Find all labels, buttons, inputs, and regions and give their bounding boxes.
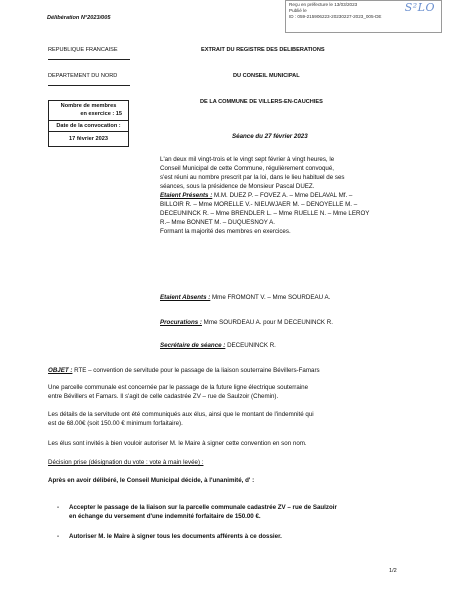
stamp-signature: S²LO [404,1,435,14]
procurations [160,318,333,327]
present-line: R.– Mme BONNET M. – DUQUESNOY A. [160,219,275,226]
intro-line: s'est réuni au nombre prescrit par la loi, dans le lieu habituel de ses [160,174,345,181]
paragraph-line: Une parcelle communale est concernée par le passage de la future ligne électrique souterraine [48,384,309,391]
present-line: M.M. DUEZ P. – FOVEZ A. – Mme DELAVAL Mf. – [212,192,353,199]
stamp-published-line: Publié le [289,8,307,14]
absent-members [160,293,330,302]
paragraph-line: entre Bévillers et Famars. Il s'agit de celle cadastrée ZV – rue de Saulzoir (Chemin). [48,393,279,400]
paragraph-invitation: Les élus sont invités à bien vouloir autoriser M. le Maire à signer cette convention en son nom. [48,440,307,447]
council-title: DU CONSEIL MUNICIPAL [233,73,300,79]
intro-line: séances, sous la présidence de Monsieur Pascal DUEZ. [160,183,315,190]
decision-item [57,503,419,521]
present-members [160,191,415,236]
secretary-text: DECEUNINCK R. [225,342,276,349]
decision-intro: Après en avoir délibéré, le Conseil Municipal décide, à l'unanimité, d' : [48,477,255,484]
paragraph-parcel [48,383,418,401]
secretary [160,341,276,350]
divider [48,85,130,86]
decision-item-line: Autoriser M. le Maire à signer tous les documents afférents à ce dossier. [69,533,282,540]
decision-item [57,532,419,541]
members-count: en exercice : 15 [80,110,122,117]
decision-item-line: en échange du versement d'une indemnité forfaitaire de 150.00 €. [69,513,261,520]
paragraph-line: Les détails de la servitude ont été communiqués aux élus, ainsi que le montant de l'indemnité qui [48,411,314,418]
paragraph-line: est de 68.00€ (soit 150.00 € minimum forfaitaire). [48,420,183,427]
bullet-dash: - [57,533,60,540]
object-text: RTE – convention de servitude pour le passage de la liaison souterraine Bévillers-Famars [72,367,320,374]
intro-line: Conseil Municipal de cette Commune, régulièrement convoqué, [160,165,335,172]
intro-paragraph [160,155,410,191]
present-line: BILLOIR R. – Mme MORELLE V.- NIEUWJAER M. – DENOYELLE M. – [160,201,358,208]
page-number: 1/2 [389,568,397,574]
stamp-id-line: ID : 059-215906223-20230227-2023_005-DE [289,14,382,20]
session-date: Séance du 27 février 2023 [232,133,308,140]
convocation-date: 17 février 2023 [69,136,108,142]
intro-line: L'an deux mil vingt-trois et le vingt sept février à vingt heures, le [160,156,335,163]
country-label: REPUBLIQUE FRANCAISE [48,47,118,53]
divider [48,59,130,60]
absent-text: Mme FROMONT V. – Mme SOURDEAU A. [210,294,331,301]
decision-item-line: Accepter le passage de la liaison sur la parcelle communale cadastrée ZV – rue de Saulzoir [69,504,337,511]
paragraph-indemnity [48,410,418,428]
bullet-dash: - [57,504,60,511]
department-label: DEPARTEMENT DU NORD [48,73,118,79]
commune-title: DE LA COMMUNE DE VILLERS-EN-CAUCHIES [200,99,323,105]
stamp-received-line: Reçu en préfecture le 13/03/2023 [289,2,358,7]
secretary-label: Secrétaire de séance : [160,342,226,349]
members-label: Nombre de membres [60,103,117,109]
convocation-label: Date de la convocation : [56,123,121,129]
present-line: DECEUNINCK R. – Mme BRENDLER L. – Mme RUELLE N. – Mme LEROY [160,210,370,217]
members-box [48,100,129,147]
procurations-label: Procurations : [160,319,202,326]
box-divider [49,131,128,132]
absent-label: Etaient Absents : [160,294,211,301]
prefecture-stamp [285,0,442,33]
majority-note: Formant la majorité des membres en exercices. [160,228,291,235]
procurations-text: Mme SOURDEAU A. pour M DECEUNINCK R. [201,319,333,326]
object-line [48,366,320,375]
deliberation-number: Délibération N°2023/005 [47,15,111,21]
object-label: OBJET : [48,367,73,374]
register-title: EXTRAIT DU REGISTRE DES DELIBERATIONS [201,47,325,53]
box-divider [49,120,128,121]
decision-heading: Décision prise (désignation du vote : vote à main levée) : [48,459,204,466]
present-label: Etaient Présents : [160,192,213,199]
